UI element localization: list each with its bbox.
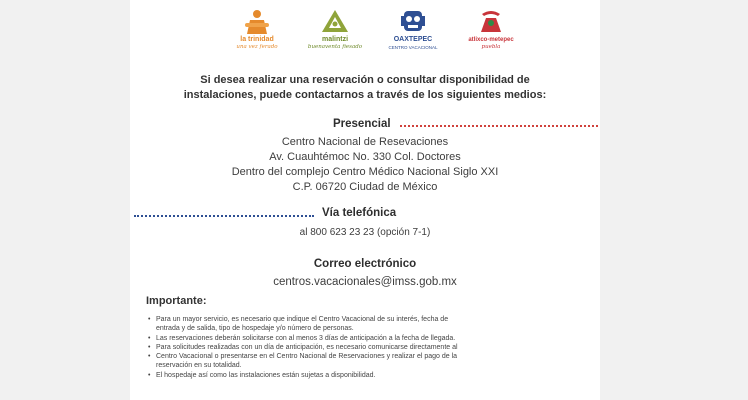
intro-line-1: Si desea realizar una reservación o consultar disponibilidad de	[200, 74, 530, 86]
address-line: C.P. 06720 Ciudad de México	[292, 181, 438, 193]
logo-tagline: una vez ferado	[236, 44, 278, 50]
intro-text	[130, 73, 600, 103]
la-trinidad-logo-icon	[242, 8, 272, 36]
logo-tagline: buenaventa fiesado	[307, 44, 363, 50]
telefono-divider	[134, 215, 314, 217]
logo-tagline: puebla	[481, 44, 501, 50]
address-line: Dentro del complejo Centro Médico Nacional Siglo XXI	[231, 166, 499, 178]
correo-email: centros.vacacionales@imss.gob.mx	[273, 276, 457, 288]
note-item: • Para solicitudes realizadas con un día de anticipación, es necesario comunicarse directamente al	[146, 343, 586, 352]
logo-la-trinidad	[222, 8, 292, 58]
note-item: • Para un mayor servicio, es necesario que indique el Centro Vacacional de su interés, fecha de	[146, 315, 586, 324]
intro-line-2: instalaciones, puede contactarnos a través de los siguientes medios:	[183, 89, 547, 101]
correo-title: Correo electrónico	[313, 258, 417, 270]
note-item: • Centro Vacacional o presentarse en el Centro Nacional de Reservaciones y realizar el pago de la	[146, 352, 586, 361]
right-margin	[600, 0, 748, 400]
note-item: • El hospedaje así como las instalaciones están sujetas a disponibilidad.	[146, 371, 586, 380]
importante-notes	[146, 315, 586, 380]
note-item-continued: entrada y de salida, tipo de hospedaje y/o número de personas.	[156, 325, 354, 333]
info-poster	[130, 0, 600, 400]
left-margin	[0, 0, 130, 400]
logo-oaxtepec	[378, 8, 448, 58]
logo-name: atlixco-metepec	[468, 37, 514, 43]
logo-atlixco-metepec	[456, 8, 526, 58]
address-line: Centro Nacional de Resevaciones	[281, 136, 449, 148]
presencial-address	[130, 135, 600, 195]
logo-malintzi	[300, 8, 370, 58]
note-item-continued: reservación en su totalidad.	[156, 362, 242, 370]
logo-tagline: CENTRO VACACIONAL	[388, 45, 438, 50]
logo-name: malintzi	[321, 36, 349, 43]
atlixco-logo-icon	[476, 8, 506, 36]
logo-name: la trinidad	[240, 36, 274, 43]
logo-name: OAXTEPEC	[393, 36, 433, 43]
importante-title: Importante:	[146, 295, 207, 307]
malintzi-logo-icon	[320, 8, 350, 36]
oaxtepec-logo-icon	[398, 8, 428, 36]
logo-row	[222, 8, 542, 58]
telefono-number: al 800 623 23 23 (opción 7-1)	[299, 227, 431, 238]
telefono-title: Vía telefónica	[322, 207, 397, 219]
presencial-divider	[400, 125, 598, 127]
presencial-title: Presencial	[333, 118, 391, 130]
address-line: Av. Cuauhtémoc No. 330 Col. Doctores	[269, 151, 461, 163]
note-item: • Las reservaciones deberán solicitarse con al menos 3 días de anticipación a la fecha de llegada.	[146, 334, 586, 343]
